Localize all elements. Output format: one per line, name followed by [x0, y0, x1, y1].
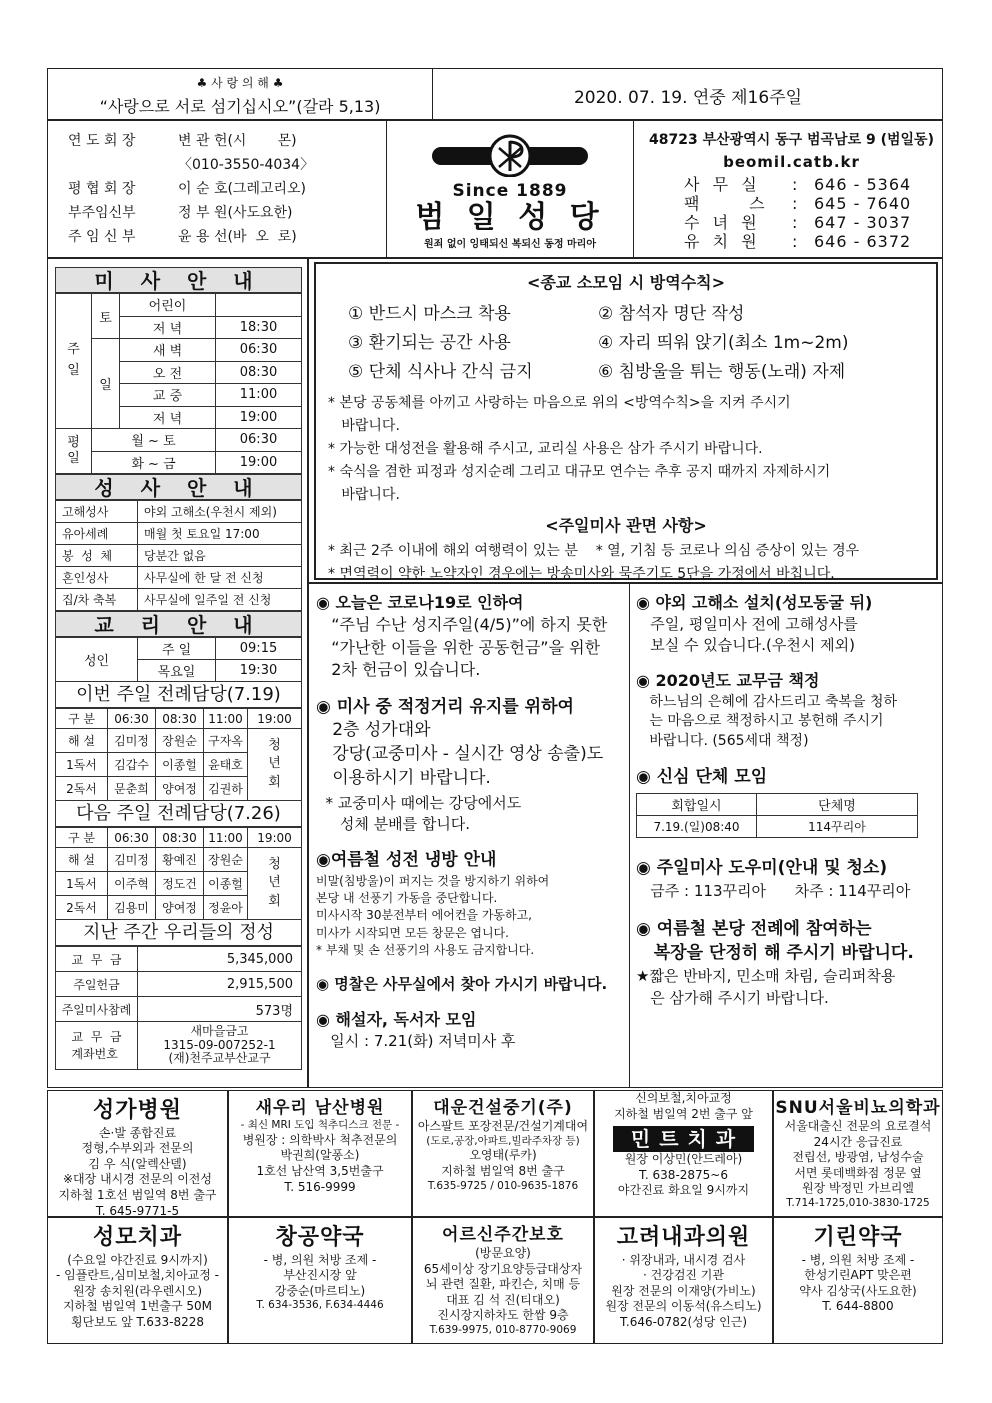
rule-item: ② 참석자 명단 작성 — [598, 304, 745, 324]
year-title: ♣ 사 랑 의 해 ♣ — [196, 76, 284, 90]
mass-name: 오 전 — [120, 362, 216, 385]
news-item — [316, 1009, 624, 1052]
ad-line: 원장 전문의 이재양(가비노) — [611, 1283, 756, 1298]
news-item — [316, 592, 624, 682]
news-body: 주일, 평일미사 전에 고해성사를 보실 수 있습니다.(우천시 제외) — [650, 615, 858, 655]
ad-box — [228, 1090, 412, 1217]
officer-row — [68, 201, 388, 225]
sacrament-name: 유아세례 — [56, 523, 138, 545]
news-item — [316, 849, 624, 960]
phone-line — [644, 232, 939, 251]
ad-line: 지하철 범일역 8번 출구 — [441, 1163, 565, 1178]
liturgy-head: 11:00 — [204, 709, 248, 729]
news-item — [316, 696, 624, 791]
ad-box — [412, 1090, 594, 1217]
liturgy-head: 19:00 — [248, 828, 302, 848]
ad-line: 부산진시장 앞 — [283, 1268, 357, 1283]
phone-label: 수 녀 원 — [684, 213, 758, 232]
liturgy-person: 김갑수 — [108, 753, 156, 777]
news-body: 비말(침방울)이 퍼지는 것을 방지하기 위하여 본당 내 선풍기 가동을 중단합니다. 미사시작 30분전부터 에어컨을 가동하고, 미사가 시작되면 모든 창문은 엽니다. * 부채 및 손 선풍기의 사용도 금지합니다. — [316, 873, 550, 958]
ad-title: SNU서울비뇨의학과 — [775, 1098, 941, 1118]
liturgy-person: 김미정 — [108, 848, 156, 872]
officer-row — [68, 177, 388, 201]
rules-items — [348, 299, 936, 382]
news-item — [636, 592, 936, 656]
liturgy-person: 이종헐 — [204, 872, 248, 896]
rule-note: * 본당 공동체를 아끼고 사랑하는 마음으로 위의 <방역수칙>을 지켜 주시기 바랍니다. — [328, 395, 791, 434]
news-title: ◉ 미사 중 적정거리 유지를 위하여 — [316, 696, 574, 717]
ad-line: 병원장 : 의학박사 척추전문의 — [242, 1132, 398, 1147]
officer-role: 연 도 회 장 — [68, 133, 136, 149]
sunday-label: 주 일 — [56, 294, 92, 429]
rule-item: ⑥ 침방울을 튀는 행동(노래) 자제 — [598, 362, 846, 382]
address: 48723 부산광역시 동구 범곡남로 9 (범일동) — [649, 132, 934, 148]
officers-list — [68, 129, 388, 249]
liturgy-this-table — [55, 708, 302, 801]
ad-line: 서면 롯데백화점 정문 옆 — [794, 1165, 922, 1180]
phone-sep: : — [792, 194, 799, 213]
ad-line: 지하철 범일역 1번출구 50M — [62, 1299, 213, 1314]
ad-line: (방문요양) — [475, 1246, 531, 1261]
news-body: 2층 성가대와 강당(교중미사 - 실시간 영상 송출)도 이용하시기 바랍니다. — [332, 720, 604, 788]
officer-name: 윤 용 선(바 오 로) — [178, 229, 297, 245]
news-item — [636, 670, 936, 751]
ad-box — [47, 1217, 228, 1344]
news-item — [636, 917, 936, 1010]
ad-line: 뇌 관련 질환, 파킨슨, 치매 등 — [425, 1277, 581, 1292]
rules-notes — [328, 392, 936, 507]
rule-note: * 숙식을 겸한 피정과 성지순례 그리고 대규모 연수는 추후 공지 때까지 자제하시기 바랍니다. — [328, 464, 831, 503]
ad-box — [228, 1217, 412, 1344]
offering-title: 지난 주간 우리들의 정성 — [55, 920, 302, 946]
phone-sep: : — [792, 213, 799, 232]
doctrine-label: 성인 — [56, 638, 138, 682]
account-label: 교 무 금 계좌번호 — [56, 1022, 138, 1070]
news-body: * 교중미사 때에는 강당에서도 성체 분배를 합니다. — [325, 793, 522, 833]
ad-line: 원장 박정민 가브리엘 — [802, 1181, 914, 1196]
liturgy-person: 양여정 — [156, 777, 204, 801]
officer-role: 부주임신부 — [68, 205, 136, 221]
offering-label: 주일헌금 — [56, 972, 138, 997]
ad-line: 대표 김 석 진(티대오) — [446, 1292, 560, 1307]
news-body: 하느님의 은혜에 감사드리고 축복을 청하 는 마음으로 책정하시고 봉헌해 주시기 바랍니다. (565세대 책정) — [649, 693, 898, 749]
rule-item: ⑤ 단체 식사나 간식 금지 — [348, 362, 533, 382]
ad-line: (도로,공장,아파트,빌라주차장 등) — [426, 1134, 580, 1147]
news-body: “주님 수난 성지주일(4/5)”에 하지 못한 “가난한 이들을 위한 공동헌금”을 위한 2차 헌금이 있습니다. — [331, 615, 608, 680]
ad-line: 한성기린APT 맞은편 — [804, 1268, 912, 1283]
ad-line: - 병, 의원 처방 조제 - — [263, 1252, 377, 1267]
group-head: 회합일시 — [637, 794, 757, 816]
liturgy-person: 이주혁 — [108, 872, 156, 896]
ad-line: (수요일 야간진료 9시까지) — [67, 1252, 208, 1267]
officer-role — [68, 153, 178, 177]
ad-title: 새우리 남산병원 — [255, 1098, 385, 1118]
rule-item: ③ 환기되는 공간 사용 — [348, 333, 511, 353]
liturgy-head: 구 분 — [56, 828, 108, 848]
mask-notes — [328, 540, 936, 586]
liturgy-person: 정윤아 — [204, 896, 248, 920]
ad-line: - 임플란트,심미보철,치아교정 - — [55, 1268, 220, 1283]
ad-title: 어르신주간보호 — [442, 1225, 564, 1245]
mask-title: <주일미사 관면 사항> — [545, 516, 707, 535]
liturgy-person: 구자옥 — [204, 729, 248, 753]
liturgy-head: 11:00 — [204, 828, 248, 848]
officer-name: 정 부 원(사도요한) — [178, 205, 293, 221]
phone-sep: : — [792, 175, 799, 194]
liturgy-head: 08:30 — [156, 828, 204, 848]
liturgy-role: 해 설 — [56, 729, 108, 753]
news-title: ◉ 2020년도 교무금 책정 — [636, 671, 820, 691]
liturgy-person: 김용미 — [108, 896, 156, 920]
news-item — [316, 793, 624, 835]
phone-list — [644, 175, 939, 251]
phone-value: 645 - 7640 — [814, 194, 912, 213]
liturgy-person: 이종헐 — [156, 753, 204, 777]
mass-name: 월 ~ 토 — [92, 429, 216, 452]
news-title: ◉ 주일미사 도우미(안내 및 청소) — [636, 858, 888, 879]
ad-line: T. 516-9999 — [284, 1179, 356, 1194]
rule-note: * 가능한 대성전을 활용해 주시고, 교리실 사용은 삼가 주시기 바랍니다. — [328, 441, 763, 457]
ad-line: · 건강검진 기관 — [643, 1268, 724, 1283]
date-line: 2020. 07. 19. 연중 제16주일 — [573, 88, 803, 108]
left-column-content — [55, 267, 302, 1070]
ad-line: 원장 이상민(안드레아) — [624, 1152, 743, 1167]
ad-line: 1호선 남산역 3,5번출구 — [256, 1163, 384, 1178]
news-title: ◉ 여름철 본당 전례에 참여하는 복장을 단정히 해 주시기 바랍니다. — [636, 918, 914, 964]
ad-line: T.646-0782(성당 인근) — [619, 1314, 748, 1329]
ad-line: 강중순(마르티노) — [274, 1283, 366, 1298]
ad-line: 야간진료 화요일 9시까지 — [617, 1183, 750, 1198]
liturgy-role: 2독서 — [56, 896, 108, 920]
ad-line: T.714-1725,010-3830-1725 — [786, 1197, 930, 1210]
ad-line: T. 644-8800 — [822, 1299, 894, 1314]
liturgy-person: 문춘희 — [108, 777, 156, 801]
officer-row — [68, 129, 388, 153]
mass-name: 어린이 — [120, 294, 216, 317]
ad-title: 창공약국 — [275, 1225, 365, 1250]
mass-name: 저 녁 — [120, 317, 216, 340]
church-subtitle: 원죄 없이 잉태되신 복되신 동정 마리아 — [424, 239, 596, 250]
news-title: ◉ 야외 고해소 설치(성모동굴 뒤) — [636, 593, 873, 612]
ad-title: 성가병원 — [92, 1098, 182, 1123]
phone-value: 646 - 6372 — [814, 232, 912, 251]
ad-line: 전립선, 방광염, 남성수술 — [792, 1150, 924, 1165]
phone-line — [644, 194, 939, 213]
mass-time — [216, 294, 302, 317]
saturday-label: 토 — [92, 294, 120, 339]
offering-value: 5,345,000 — [138, 947, 302, 972]
offering-value: 573명 — [138, 997, 302, 1022]
ad-line: · 위장내과, 내시경 검사 — [621, 1252, 746, 1267]
group-cell: 7.19.(일)08:40 — [637, 816, 757, 838]
sacrament-info: 당분간 없음 — [138, 545, 302, 567]
offering-label: 교 무 금 — [56, 947, 138, 972]
mass-table — [55, 293, 302, 474]
group-meeting-table — [636, 793, 918, 838]
sacrament-title: 성 사 안 내 — [55, 474, 302, 500]
phone-label: 팩 스 — [684, 194, 766, 213]
ad-line: 박권희(알퐁소) — [280, 1148, 360, 1163]
motto: “사랑으로 서로 섬기십시오”(갈라 5,13) — [99, 97, 381, 116]
doctrine-grid — [55, 637, 302, 682]
ad-line: 정형,수부외과 전문의 — [81, 1141, 194, 1156]
sacrament-table — [55, 500, 302, 611]
doctrine-time: 19:30 — [216, 660, 302, 682]
news-item — [636, 766, 936, 790]
mass-time: 08:30 — [216, 362, 302, 385]
news-right — [636, 592, 936, 1024]
doctrine-title: 교 리 안 내 — [55, 611, 302, 637]
ad-line: T. 634-3536, F.634-4446 — [256, 1299, 384, 1312]
offering-label: 주일미사참례 — [56, 997, 138, 1022]
liturgy-person: 양여정 — [156, 896, 204, 920]
ad-line: 지하철 1호선 범일역 8번 출구 — [58, 1187, 217, 1202]
ad-title: 기린약국 — [813, 1225, 903, 1250]
weekday-label: 평 일 — [56, 429, 92, 474]
mask-note: * 최근 2주 이내에 해외 여행력이 있는 분 * 열, 기침 등 코로나 의심 증상이 있는 경우 — [328, 543, 860, 559]
rules-title: <종교 소모임 시 방역수칙> — [526, 273, 726, 292]
sacrament-info: 사무실에 일주일 전 신청 — [138, 589, 302, 611]
rule-item: ④ 자리 띄워 앉기(최소 1m~2m) — [598, 333, 849, 353]
ad-box — [773, 1217, 943, 1344]
mass-time: 18:30 — [216, 317, 302, 340]
mass-name: 저 녁 — [120, 407, 216, 430]
youth-group: 청 년 회 — [248, 848, 302, 920]
ad-line: 65세이상 장기요양등급대상자 — [423, 1261, 583, 1276]
phone-label: 유 치 원 — [684, 232, 758, 251]
phone-line — [644, 175, 939, 194]
group-cell: 114꾸리아 — [757, 816, 918, 838]
ad-title: 대운건설중기(주) — [433, 1098, 573, 1118]
news-body: 일시 : 7.21(화) 저녁미사 후 — [316, 1031, 516, 1050]
liturgy-head: 08:30 — [156, 709, 204, 729]
doctrine-day: 목요일 — [138, 660, 216, 682]
mass-name: 화 ~ 금 — [92, 452, 216, 475]
doctrine-time: 09:15 — [216, 638, 302, 660]
liturgy-person: 윤태호 — [204, 753, 248, 777]
sacrament-info: 야외 고해소(우천시 제외) — [138, 501, 302, 523]
news-item — [316, 974, 624, 995]
sacrament-info: 매월 첫 토요일 17:00 — [138, 523, 302, 545]
officer-name: 〈010-3550-4034〉 — [178, 157, 315, 173]
phone-label: 사 무 실 — [684, 175, 758, 194]
news-title: ◉ 명찰은 사무실에서 찾아 가시기 바랍니다. — [316, 974, 608, 993]
news-title: ◉ 오늘은 코로나19로 인하여 — [316, 593, 524, 612]
news-body: 금주 : 113꾸리아 차주 : 114꾸리아 — [636, 882, 911, 900]
liturgy-head: 06:30 — [108, 828, 156, 848]
offering-grid — [55, 946, 302, 1070]
ad-line: 서울대출신 전문의 요로결석 — [784, 1119, 932, 1134]
ad-box — [412, 1217, 594, 1344]
mass-time: 11:00 — [216, 384, 302, 407]
phone-line — [644, 213, 939, 232]
officer-role: 평 협 회 장 — [68, 181, 136, 197]
liturgy-person: 장원순 — [156, 729, 204, 753]
news-title: ◉ 해설자, 독서자 모임 — [316, 1009, 477, 1029]
liturgy-person: 장원순 — [204, 848, 248, 872]
motto-box — [48, 69, 433, 119]
officer-row — [68, 153, 388, 177]
phone-value: 647 - 3037 — [814, 213, 912, 232]
sunday-sub-label: 일 — [92, 339, 120, 429]
mass-grid — [55, 293, 302, 474]
ad-line: - 최신 MRI 도입 척추디스크 전문 - — [240, 1119, 400, 1132]
mass-time: 19:00 — [216, 452, 302, 475]
news-item — [636, 856, 936, 902]
officer-name: 이 순 호(그레고리오) — [178, 181, 307, 197]
mass-time: 06:30 — [216, 429, 302, 452]
liturgy-role: 1독서 — [56, 872, 108, 896]
liturgy-head: 구 분 — [56, 709, 108, 729]
liturgy-person: 김미정 — [108, 729, 156, 753]
liturgy-role: 해 설 — [56, 848, 108, 872]
group-head: 단체명 — [757, 794, 918, 816]
ad-box — [594, 1217, 773, 1344]
ad-box — [594, 1090, 773, 1217]
offering-table — [55, 946, 302, 1070]
doctrine-table — [55, 637, 302, 682]
news-title: ◉여름철 성전 냉방 안내 — [316, 849, 497, 870]
sacrament-info: 사무실에 한 달 전 신청 — [138, 567, 302, 589]
liturgy-person: 황예진 — [156, 848, 204, 872]
mask-note: * 면역력이 약한 노약자인 경우에는 방송미사와 묵주기도 5단을 가정에서 바칩니다. — [328, 566, 835, 582]
ad-title: 성모치과 — [92, 1225, 182, 1250]
ad-line: T. 638-2875~6 — [639, 1167, 728, 1182]
ad-title: 고려내과의원 — [616, 1225, 751, 1250]
ad-title: 민 트 치 과 — [613, 1126, 754, 1152]
ad-line: 오영태(루카) — [469, 1148, 537, 1163]
officer-row — [68, 225, 388, 249]
ad-line: 아스팔트 포장전문/건설기계대여 — [417, 1119, 589, 1134]
news-left — [316, 592, 624, 1064]
mass-time: 06:30 — [216, 339, 302, 362]
since-label: Since 1889 — [452, 181, 568, 201]
ad-line: 원장 전문의 이동석(유스티노) — [605, 1299, 762, 1314]
liturgy-person: 김권하 — [204, 777, 248, 801]
chi-rho-icon — [410, 133, 610, 177]
news-body: ★짧은 반바지, 민소매 차림, 슬리퍼착용 은 삼가해 주시기 바랍니다. — [636, 967, 896, 1007]
header-bar — [47, 68, 943, 120]
ad-line: 김 우 식(알렉산델) — [88, 1156, 187, 1171]
liturgy-head: 06:30 — [108, 709, 156, 729]
logo-box — [386, 121, 634, 257]
liturgy-role: 1독서 — [56, 753, 108, 777]
mass-time: 19:00 — [216, 407, 302, 430]
ad-line: 손·발 종합진료 — [98, 1125, 177, 1140]
officer-role: 주 임 신 부 — [68, 229, 136, 245]
youth-group: 청 년 회 — [248, 729, 302, 801]
sacrament-name: 봉 성 체 — [56, 545, 138, 567]
phone-value: 646 - 5364 — [814, 175, 912, 194]
church-name: 범 일 성 당 — [415, 200, 605, 235]
liturgy-next-table — [55, 827, 302, 920]
ad-line: ※대장 내시경 전문의 이전성 — [62, 1172, 212, 1187]
liturgy-person: 정도건 — [156, 872, 204, 896]
ad-box — [47, 1090, 228, 1217]
doctrine-day: 주 일 — [138, 638, 216, 660]
phone-sep: : — [792, 232, 799, 251]
liturgy-role: 2독서 — [56, 777, 108, 801]
rule-item: ① 반드시 마스크 착용 — [348, 304, 511, 324]
officer-name: 변 관 헌(시 몬) — [178, 133, 297, 149]
ad-line: - 병, 의원 처방 조제 - — [801, 1252, 915, 1267]
liturgy-grid — [55, 827, 302, 920]
sacrament-name: 혼인성사 — [56, 567, 138, 589]
offering-value: 2,915,500 — [138, 972, 302, 997]
account-value: 새마을금고 1315-09-007252-1 (재)천주교부산교구 — [138, 1022, 302, 1070]
ad-line: 원장 송치원(라우렌시오) — [72, 1283, 203, 1298]
info-row — [47, 120, 943, 258]
news-title: ◉ 신심 단체 모임 — [636, 766, 768, 787]
contact-box — [644, 129, 939, 251]
ad-line: 진시장지하차도 한쌈 9층 — [437, 1308, 569, 1323]
mass-title: 미 사 안 내 — [55, 267, 302, 293]
rules-box — [314, 262, 938, 580]
ad-line: 횡단보도 앞 T.633-8228 — [70, 1314, 205, 1329]
ad-line: 신의보철,치아교정 — [635, 1091, 732, 1105]
ad-line: 24시간 응급진료 — [813, 1134, 903, 1149]
ad-line: T.639-9975, 010-8770-9069 — [429, 1324, 577, 1337]
liturgy-head: 19:00 — [248, 709, 302, 729]
liturgy-next-title: 다음 주일 전례담당(7.26) — [55, 801, 302, 827]
ad-line: T. 645-9771-5 — [95, 1203, 180, 1217]
mass-name: 새 벽 — [120, 339, 216, 362]
sacrament-name: 고해성사 — [56, 501, 138, 523]
ad-line: 약사 김상국(사도요한) — [799, 1283, 917, 1298]
liturgy-grid — [55, 708, 302, 801]
website[interactable]: beomil.catb.kr — [723, 153, 860, 171]
ad-box — [773, 1090, 943, 1217]
ad-line: T.635-9725 / 010-9635-1876 — [427, 1179, 579, 1192]
mass-name: 교 중 — [120, 384, 216, 407]
sacrament-name: 집/차 축복 — [56, 589, 138, 611]
liturgy-this-title: 이번 주일 전례담당(7.19) — [55, 682, 302, 708]
ad-line: 지하철 범일역 2번 출구 앞 — [614, 1106, 753, 1121]
